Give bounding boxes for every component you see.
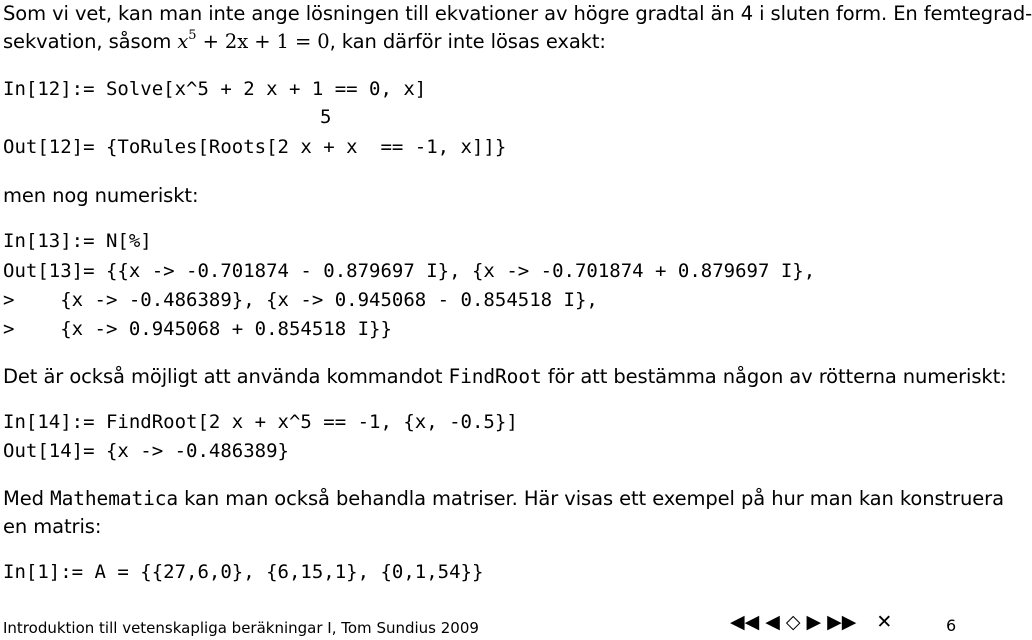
findroot-command: FindRoot <box>448 365 542 388</box>
intro-text-pre: sekvation, såsom <box>3 30 178 53</box>
footer-title: Introduktion till vetenskapliga beräkningar I, Tom Sundius 2009 <box>3 619 479 637</box>
paragraph-findroot <box>3 365 1007 388</box>
code-out-13-line2: > {x -> -0.486389}, {x -> 0.945068 - 0.854518 I}, <box>3 289 598 311</box>
code-in-1: In[1]:= A = {{27,6,0}, {6,15,1}, {0,1,54}} <box>3 561 484 583</box>
first-page-icon[interactable]: ◀◀ <box>730 611 760 633</box>
equation-exponent: 5 <box>188 27 197 43</box>
equation-rest: + 2x + 1 = 0 <box>196 30 330 53</box>
equation <box>177 27 330 53</box>
code-out-12-exponent: 5 <box>320 106 332 128</box>
paragraph-intro-line1: Som vi vet, kan man inte ange lösningen till ekvationer av högre gradtal än 4 i sluten form. En femtegrad- <box>3 2 1032 25</box>
code-in-12: In[12]:= Solve[x^5 + 2 x + 1 == 0, x] <box>3 78 427 100</box>
findroot-text-post: för att bestämma någon av rötterna numeriskt: <box>541 365 1007 388</box>
equation-var: x <box>177 30 189 53</box>
code-out-13-line1: Out[13]= {{x -> -0.701874 - 0.879697 I}, {x -> -0.701874 + 0.879697 I}, <box>3 260 816 282</box>
code-out-13-line3: > {x -> 0.945068 + 0.854518 I}} <box>3 318 392 340</box>
next-page-icon[interactable]: ▶ <box>806 611 822 633</box>
findroot-text-pre: Det är också möjligt att använda kommandot <box>3 365 449 388</box>
paragraph-numeric: men nog numeriskt: <box>3 184 199 207</box>
page-number: 6 <box>946 616 957 635</box>
paragraph-matrices-line1 <box>3 487 1004 510</box>
code-out-14: Out[14]= {x -> -0.486389} <box>3 440 289 462</box>
last-page-icon[interactable]: ▶▶ <box>827 611 857 633</box>
navigation-controls <box>730 613 892 632</box>
close-icon[interactable]: ✕ <box>876 611 893 633</box>
code-in-14: In[14]:= FindRoot[2 x + x^5 == -1, {x, -0.5}] <box>3 411 518 433</box>
paragraph-intro-line2 <box>3 27 606 53</box>
matrices-text-post: kan man också behandla matriser. Här visas ett exempel på hur man kan konstruera <box>178 487 1004 510</box>
diamond-icon[interactable]: ◇ <box>785 611 801 633</box>
code-out-12: Out[12]= {ToRules[Roots[2 x + x == -1, x]]} <box>3 136 507 158</box>
matrices-text-pre: Med <box>3 487 50 510</box>
intro-text-post: , kan därför inte lösas exakt: <box>329 30 606 53</box>
mathematica-name: Mathematica <box>50 487 179 510</box>
code-in-13: In[13]:= N[%] <box>3 230 152 252</box>
previous-page-icon[interactable]: ◀ <box>765 611 780 633</box>
paragraph-matrices-line2: en matris: <box>3 515 102 538</box>
